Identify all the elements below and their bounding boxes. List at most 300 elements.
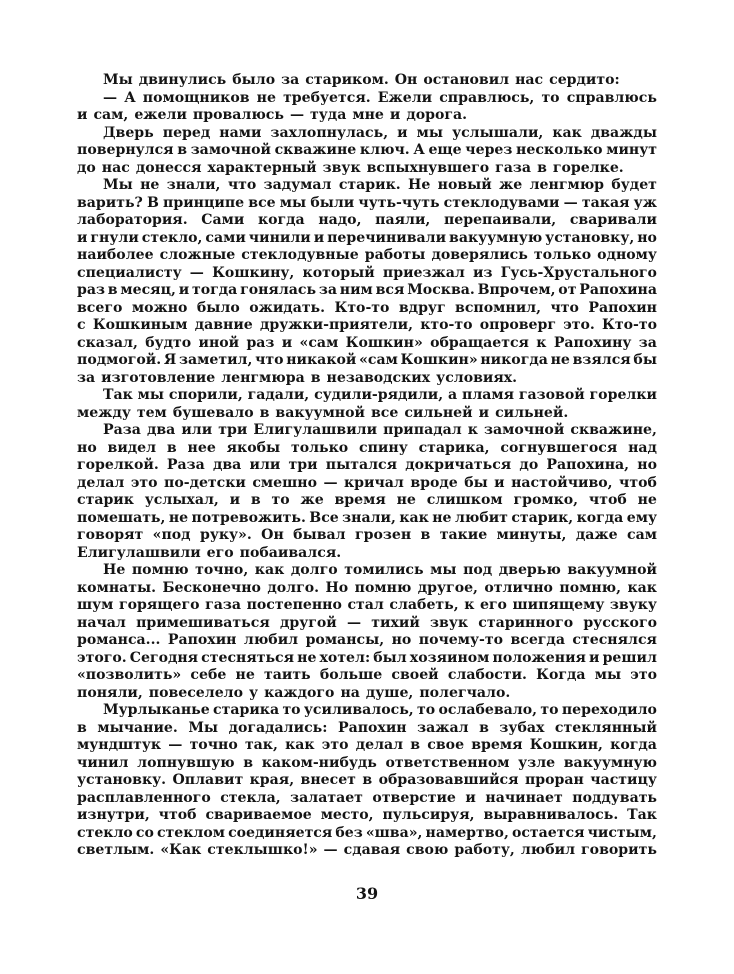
word: таить <box>264 667 311 683</box>
word: нас <box>101 159 130 176</box>
word: до <box>77 159 96 176</box>
word: Все <box>309 509 339 526</box>
word: дорога. <box>406 107 468 123</box>
word: вакуумную <box>449 229 543 246</box>
word: громко, <box>513 492 579 508</box>
text-line <box>77 387 657 405</box>
word: видел <box>107 439 157 456</box>
word: переходило <box>561 702 657 718</box>
word: Раза <box>103 422 141 438</box>
word: время <box>334 492 386 508</box>
text-line <box>77 335 657 353</box>
word: никогда <box>480 352 548 368</box>
word: частицу <box>590 772 657 788</box>
word: же <box>499 177 523 193</box>
word: судили-рядили, <box>314 387 444 403</box>
word: Так <box>103 387 133 403</box>
word: хозяином <box>409 649 490 666</box>
word: Кошкин» <box>345 334 423 351</box>
word: стекло <box>77 824 133 841</box>
word: всегда <box>510 632 565 648</box>
word: слишком <box>426 492 503 508</box>
text-line <box>77 755 657 773</box>
word: положения <box>492 649 586 666</box>
word: ему <box>626 509 657 526</box>
word: в <box>410 737 421 753</box>
word: и <box>313 229 325 246</box>
word: но <box>637 457 657 473</box>
word: под <box>463 562 493 578</box>
word: старика, <box>418 439 490 456</box>
text-line <box>77 702 657 720</box>
word: вроде <box>410 474 458 491</box>
word: работы <box>364 247 426 263</box>
word: А <box>124 89 136 106</box>
word: и <box>77 229 88 246</box>
word: грозен <box>354 527 412 543</box>
word: залатает <box>290 789 363 806</box>
word: вакуумную <box>563 754 657 771</box>
word: было <box>196 299 240 316</box>
word: Не <box>103 562 126 578</box>
word: постепенно <box>246 597 342 613</box>
text-line <box>77 807 657 825</box>
word: тихий <box>371 614 420 631</box>
text-line <box>77 282 657 300</box>
word: ним <box>339 282 373 298</box>
text-line <box>77 125 657 143</box>
word: знали, <box>342 509 396 526</box>
word: минут <box>606 142 657 158</box>
word: газа <box>495 159 532 176</box>
word: обращается <box>430 334 529 351</box>
word: лопнувшую <box>137 754 235 771</box>
word: сердито: <box>549 72 620 88</box>
word: со <box>135 824 154 841</box>
word: Гусь-Хрустального <box>500 264 657 281</box>
word: минуты, <box>496 527 567 543</box>
word: и <box>478 404 490 421</box>
word: раз <box>246 334 275 351</box>
word: горелке. <box>552 159 624 176</box>
word: не <box>396 492 416 508</box>
word: такая <box>581 194 630 211</box>
word: в <box>250 492 261 508</box>
word: Рапохин <box>337 719 407 736</box>
word: было <box>232 72 276 88</box>
word: только <box>290 439 349 456</box>
word: несколько <box>516 142 603 158</box>
word: поняли, <box>77 684 143 701</box>
word: к <box>467 422 478 438</box>
word: бушевало <box>172 404 254 421</box>
text-line <box>77 492 657 510</box>
word: полегчало. <box>419 684 511 701</box>
word: двинулись <box>138 72 227 88</box>
word: лаборатория. <box>77 212 188 228</box>
word: газовой <box>518 387 585 403</box>
word: бы <box>633 352 657 368</box>
word: «Как <box>160 842 202 858</box>
word: в <box>479 719 489 736</box>
word: когда <box>610 737 657 753</box>
word: когда <box>576 509 624 526</box>
word: мне <box>352 107 384 123</box>
word: и <box>178 282 190 298</box>
word: тем <box>136 404 167 421</box>
word: такие <box>439 527 488 543</box>
word: как <box>285 737 315 753</box>
word: — <box>289 107 305 123</box>
word: помню <box>131 562 189 578</box>
word: настойчиво, <box>511 474 613 491</box>
word: ослабевало, <box>438 702 538 718</box>
body-text <box>77 72 657 860</box>
word: туда <box>310 107 347 123</box>
word: по-детски <box>164 474 246 491</box>
word: но <box>77 439 97 456</box>
word: перед <box>162 124 211 141</box>
word: два <box>212 457 242 473</box>
word: каком-нибудь <box>261 754 377 771</box>
word: дружки-приятели, <box>260 317 414 333</box>
word: но <box>391 632 412 648</box>
word: Елигулашвили <box>253 422 378 438</box>
word: другой <box>279 614 337 631</box>
word: скважине, <box>570 422 657 438</box>
word: не <box>637 492 657 508</box>
word: одному <box>597 247 657 263</box>
word: стеснялся <box>572 632 657 648</box>
word: за <box>281 72 300 88</box>
text-line <box>77 300 657 318</box>
text-line <box>77 160 657 178</box>
word: спину <box>359 439 408 456</box>
word: на <box>340 684 360 701</box>
word: через <box>465 142 513 158</box>
word: намертво, <box>425 824 509 841</box>
word: ленгмюра <box>221 369 305 386</box>
word: знали, <box>166 177 221 193</box>
word: же <box>300 492 324 508</box>
word: точно, <box>195 562 249 578</box>
word: не <box>256 89 276 106</box>
word: проран <box>524 772 584 788</box>
text-line <box>77 772 657 790</box>
word: газа <box>205 597 242 613</box>
word: «под <box>152 527 191 543</box>
word: Я <box>163 352 177 368</box>
word: месяц, <box>120 282 176 298</box>
word: — <box>563 194 578 211</box>
word: догадались: <box>228 719 328 736</box>
text-line <box>77 90 657 108</box>
word: надо, <box>318 212 362 228</box>
text-line <box>77 667 657 685</box>
word: «шва», <box>365 824 423 841</box>
word: наиболее <box>77 247 154 263</box>
word: место, <box>320 807 374 823</box>
word: согнувшегося <box>500 439 618 456</box>
word: любит <box>454 509 508 526</box>
text-line <box>77 405 657 423</box>
text-line <box>77 230 657 248</box>
word: гонялась <box>240 282 317 298</box>
word: над <box>628 439 657 456</box>
word: Так <box>627 807 657 823</box>
word: Москва. <box>407 282 475 298</box>
word: или <box>181 422 213 438</box>
word: ленгмюр <box>529 177 605 193</box>
word: были <box>310 194 355 211</box>
word: между <box>77 404 131 421</box>
word: Мы <box>103 177 133 193</box>
word: спорили, <box>168 387 243 403</box>
word: Сами <box>201 212 245 228</box>
word: но <box>637 229 657 246</box>
word: в <box>362 772 373 788</box>
word: шум <box>77 597 114 613</box>
word: давние <box>194 317 253 333</box>
word: решил <box>602 649 657 666</box>
word: соединяется <box>228 824 333 841</box>
word: стесняться <box>201 649 295 666</box>
word: русского <box>583 614 657 631</box>
word: — <box>103 89 118 106</box>
word: гнули <box>90 229 139 246</box>
word: — <box>189 264 204 281</box>
word: это. <box>563 317 595 333</box>
word: делал <box>77 474 125 491</box>
word: вся <box>375 282 405 298</box>
word: «позволить» <box>77 667 182 683</box>
text-line <box>77 825 657 843</box>
word: три <box>288 457 318 473</box>
word: за <box>638 334 657 351</box>
word: старик. <box>338 177 401 193</box>
word: другое, <box>417 579 478 596</box>
word: хотел: <box>319 649 371 666</box>
word: Кто-то <box>334 299 390 316</box>
word: а <box>448 387 458 403</box>
word: выравнивалось. <box>483 807 619 823</box>
word: томились <box>344 562 424 578</box>
word: Кошкин, <box>529 737 603 753</box>
word: его <box>479 597 507 613</box>
word: или <box>249 457 281 473</box>
word: «сам <box>359 352 398 368</box>
word: якобы <box>226 439 281 456</box>
word: все <box>370 404 399 421</box>
word: не <box>140 177 160 193</box>
word: начинает <box>485 789 563 806</box>
word: своей <box>391 667 439 683</box>
word: Он <box>261 527 284 543</box>
word: в <box>166 439 177 456</box>
word: этого. <box>77 649 127 666</box>
text-line <box>77 650 657 668</box>
word: чинили <box>248 229 311 246</box>
word: стал <box>347 597 384 613</box>
word: чистым, <box>587 824 657 841</box>
text-line <box>77 562 657 580</box>
word: расплавленного <box>77 789 211 806</box>
word: душе, <box>365 684 414 701</box>
word: и <box>465 789 476 806</box>
word: — <box>323 842 338 858</box>
word: характерный <box>207 159 317 176</box>
word: начал <box>77 614 126 631</box>
word: приезжал <box>382 264 465 281</box>
word: как <box>254 562 285 578</box>
word: долго <box>290 562 338 578</box>
word: старик <box>77 492 134 508</box>
word: то <box>417 702 436 718</box>
word: Не <box>408 177 431 193</box>
word: паяли, <box>375 212 431 228</box>
word: горящего <box>118 597 200 613</box>
word: ключ. <box>359 142 410 158</box>
word: то <box>541 89 560 106</box>
word: у <box>249 684 259 701</box>
word: усиливалось, <box>303 702 414 718</box>
word: требуется. <box>283 89 371 106</box>
word: звуку <box>609 597 657 613</box>
word: то <box>540 702 559 718</box>
word: докричаться <box>405 457 512 473</box>
word: можно <box>131 299 188 316</box>
word: Сегодня <box>129 649 199 666</box>
word: сами <box>205 229 246 246</box>
word: не <box>550 352 570 368</box>
word: Мы <box>103 72 133 88</box>
word: в <box>177 142 188 158</box>
text-line <box>77 212 657 230</box>
word: Рапохина <box>579 282 657 298</box>
word: условиях. <box>436 369 518 386</box>
word: был <box>373 649 407 666</box>
word: старик, <box>511 509 574 526</box>
word: горелки <box>589 387 657 403</box>
word: помощников <box>142 89 250 106</box>
word: зубах <box>499 719 545 736</box>
word: подмогой. <box>77 352 162 368</box>
page-number: 39 <box>355 884 379 903</box>
word: любил <box>520 842 576 858</box>
word: дважды <box>590 124 657 141</box>
word: мы <box>594 667 622 683</box>
word: тогда <box>191 282 238 298</box>
word: в <box>537 159 547 176</box>
word: работу, <box>454 842 515 858</box>
word: комнаты. <box>77 579 157 596</box>
text-line <box>77 790 657 808</box>
word: сам <box>626 527 657 543</box>
text-line <box>77 545 657 563</box>
word: звук <box>322 159 361 176</box>
word: пытался <box>325 457 398 473</box>
text-line <box>77 72 657 90</box>
word: Дверь <box>103 124 154 141</box>
word: чинил <box>77 754 129 771</box>
word: А <box>413 142 425 158</box>
word: в <box>107 282 118 298</box>
word: свариваемое <box>205 807 312 823</box>
word: говорят <box>77 527 144 543</box>
word: сваривали <box>569 212 657 228</box>
word: пульсируя, <box>382 807 475 823</box>
word: в <box>259 404 270 421</box>
word: горелкой. <box>77 457 159 473</box>
word: отлично <box>484 579 553 596</box>
text-line <box>77 370 657 388</box>
word: нее <box>187 439 216 456</box>
word: романсы, <box>305 632 385 648</box>
word: сказал, <box>77 334 138 351</box>
word: мы <box>279 194 307 211</box>
word: справлюсь, <box>439 89 535 106</box>
text-line <box>77 597 657 615</box>
word: три <box>218 422 248 438</box>
word: новый <box>437 177 492 193</box>
word: образовавшийся <box>378 772 519 788</box>
word: Мурлыканье <box>103 702 210 718</box>
word: бы <box>464 474 488 491</box>
word: задумал <box>263 177 332 193</box>
word: и <box>77 107 88 123</box>
word: чтоб <box>588 492 627 508</box>
word: почему-то <box>418 632 503 648</box>
word: изнутри, <box>77 807 150 823</box>
text-line <box>77 615 657 633</box>
word: только <box>533 247 592 263</box>
word: нами <box>219 124 262 141</box>
word: опроверг <box>479 317 556 333</box>
word: незаводских <box>326 369 431 386</box>
word: установку, <box>545 229 635 246</box>
word: услыхал, <box>144 492 219 508</box>
word: заметил, <box>179 352 253 368</box>
word: слабеть, <box>389 597 459 613</box>
word: Мы <box>188 719 219 736</box>
word: и <box>397 124 408 141</box>
word: мычание. <box>97 719 178 736</box>
word: Кошкиным <box>92 317 188 333</box>
word: нас <box>515 72 544 88</box>
text-line <box>77 142 657 160</box>
word: помешать, <box>77 509 166 526</box>
word: сложные <box>159 247 236 263</box>
word: Но <box>325 579 349 596</box>
word: пламя <box>462 387 515 403</box>
word: романса... <box>77 632 161 648</box>
word: вакуумной <box>567 562 657 578</box>
word: остановил <box>423 72 510 88</box>
word: «сам <box>299 334 339 351</box>
word: помню <box>354 579 412 596</box>
word: мундштук <box>77 737 162 753</box>
word: справлюсь <box>566 89 657 106</box>
text-line <box>77 177 657 195</box>
word: отверстие <box>372 789 456 806</box>
word: побаивался. <box>239 544 342 561</box>
word: — <box>346 614 362 631</box>
word: узле <box>518 754 556 771</box>
text-line <box>77 632 657 650</box>
word: помню, <box>559 579 622 596</box>
word: все <box>248 194 276 211</box>
word: не <box>168 509 189 526</box>
